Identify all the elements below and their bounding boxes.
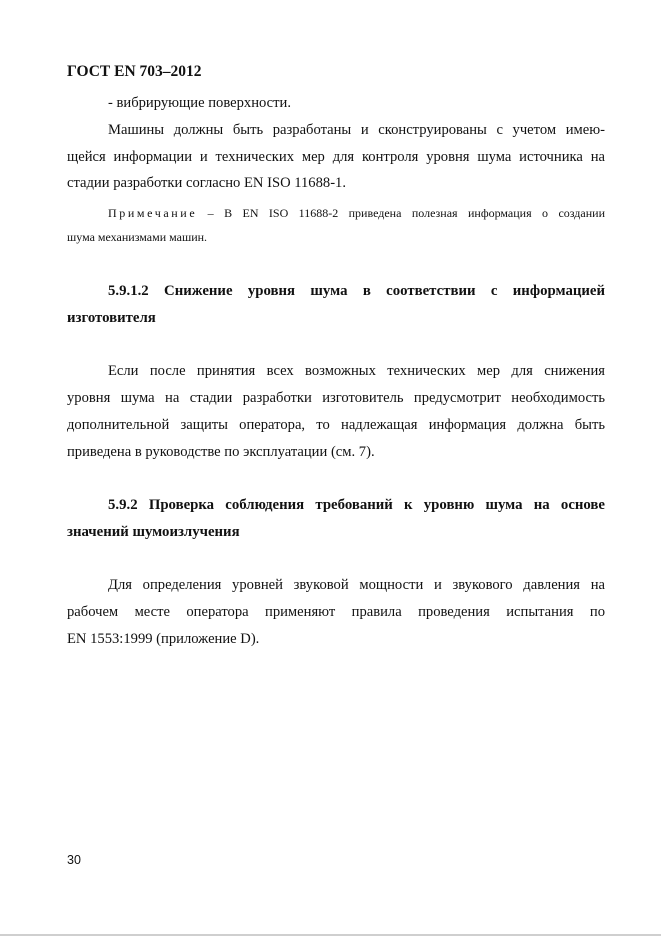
bullet-item: - вибрирующие поверхности.	[108, 95, 291, 111]
section-heading: значений шумоизлучения	[67, 524, 240, 540]
paragraph-line: Если после принятия всех возможных технических мер для снижения	[108, 363, 605, 379]
section-heading: 5.9.1.2 Снижение уровня шума в соответствии с информацией	[108, 283, 605, 299]
paragraph-line: Для определения уровней звуковой мощности и звукового давления на	[108, 577, 605, 593]
section-heading: 5.9.2 Проверка соблюдения требований к уровню шума на основе	[108, 497, 605, 513]
note-line	[108, 206, 605, 221]
paragraph-line: уровня шума на стадии разработки изготовитель предусмотрит необходимость	[67, 390, 605, 406]
note-text: – В EN ISO 11688-2 приведена полезная информация о создании	[197, 206, 605, 220]
paragraph-line: дополнительной защиты оператора, то надлежащая информация должна быть	[67, 417, 605, 433]
document-header: ГОСТ EN 703–2012	[67, 63, 202, 80]
paragraph-line: приведена в руководстве по эксплуатации (см. 7).	[67, 444, 375, 460]
note-line: шума механизмами машин.	[67, 230, 208, 244]
paragraph-line: EN 1553:1999 (приложение D).	[67, 631, 260, 647]
page-number: 30	[67, 853, 81, 867]
paragraph-line: рабочем месте оператора применяют правила проведения испытания по	[67, 604, 605, 620]
paragraph-line: Машины должны быть разработаны и сконструированы с учетом имею-	[108, 122, 605, 138]
section-heading: изготовителя	[67, 310, 156, 326]
paragraph-line: щейся информации и технических мер для контроля уровня шума источника на	[67, 149, 605, 165]
paragraph-line: стадии разработки согласно EN ISO 11688-1.	[67, 175, 346, 191]
note-label: Примечание	[108, 206, 198, 220]
